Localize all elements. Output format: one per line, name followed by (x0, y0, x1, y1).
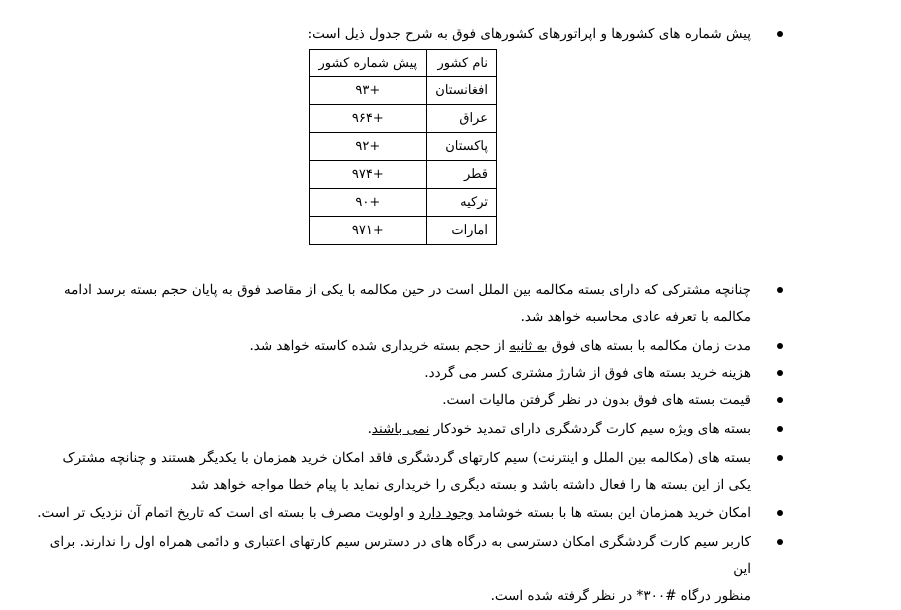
country-cell: پاکستان (426, 133, 496, 161)
bullet-dot (777, 287, 783, 293)
header-country: نام کشور (426, 50, 496, 77)
note-auto-renewal (31, 416, 751, 443)
table-row (310, 77, 497, 105)
country-code-table (309, 49, 497, 245)
note-tax-excluded: قیمت بسته های فوق بدون در نظر گرفتن مالیات است. (442, 392, 751, 408)
code-cell: +۹۳ (310, 77, 427, 105)
bullet-dot (777, 397, 783, 403)
note-text: از حجم بسته خریداری شده کاسته خواهد شد. (249, 338, 510, 354)
table-row (310, 189, 497, 217)
table-row (310, 161, 497, 189)
bullet-dot (777, 31, 783, 37)
country-cell: قطر (426, 161, 496, 189)
bullet-dot (777, 455, 783, 461)
note-line: کاربر سیم کارت گردشگری امکان دسترسی به درگاه های در دسترس سیم کارتهای اعتباری و دائمی همراه اول را ندارند. برای این (49, 534, 751, 577)
bullet-dot (777, 370, 783, 376)
note-text: . (367, 421, 372, 437)
note-line: یکی از این بسته ها را فعال داشته باشد و بسته دیگری را خریداری نماید با پیام خطا مواجه خواهد شد (190, 477, 751, 493)
note-gateway-access (31, 529, 751, 610)
bullet-dot (777, 539, 783, 545)
header-code: پیش شماره کشور (310, 50, 427, 77)
code-cell: +۹۰ (310, 189, 427, 217)
code-cell: +۹۶۴ (310, 105, 427, 133)
note-text: بسته های ویژه سیم کارت گردشگری دارای تمدید خودکار (429, 421, 751, 437)
table-row (310, 133, 497, 161)
note-per-second (31, 333, 751, 360)
note-charge-deduction: هزینه خرید بسته های فوق از شارژ مشتری کسر می گردد. (424, 365, 751, 381)
bullet-dot (777, 343, 783, 349)
note-overflow-billing (31, 277, 751, 331)
intro-text: پیش شماره های کشورها و اپراتورهای کشورهای فوق به شرح جدول ذیل است: (307, 26, 751, 42)
country-cell: امارات (426, 217, 496, 245)
table-header-row (310, 50, 497, 77)
note-welcome-package (31, 500, 751, 527)
note-underlined: به ثانیه (509, 338, 548, 354)
country-cell: عراق (426, 105, 496, 133)
note-underlined: نمی باشند (371, 421, 430, 437)
note-line: منظور درگاه #۳۰۰* در نظر گرفته شده است. (490, 588, 751, 604)
note-simultaneous-purchase (31, 445, 751, 499)
note-line: چنانچه مشترکی که دارای بسته مکالمه بین الملل است در حین مکالمه با یکی از مقاصد فوق به پایان حجم بسته برسد ادامه (63, 282, 751, 298)
note-underlined: وجود دارد (419, 505, 474, 521)
country-cell: افغانستان (426, 77, 496, 105)
note-line: مکالمه با تعرفه عادی محاسبه خواهد شد. (520, 309, 751, 325)
code-cell: +۹۲ (310, 133, 427, 161)
country-cell: ترکیه (426, 189, 496, 217)
note-line: بسته های (مکالمه بین الملل و اینترنت) سیم کارتهای گردشگری فاقد امکان خرید همزمان با یکدیگر هستند و چنانچه مشترک (62, 450, 751, 466)
bullet-dot (777, 510, 783, 516)
code-cell: +۹۷۱ (310, 217, 427, 245)
table-row (310, 217, 497, 245)
bullet-dot (777, 426, 783, 432)
note-text: و اولویت مصرف با بسته ای است که تاریخ اتمام آن نزدیک تر است. (37, 505, 420, 521)
note-text: امکان خرید همزمان این بسته ها با بسته خوشامد (473, 505, 751, 521)
note-text: مدت زمان مکالمه با بسته های فوق (547, 338, 751, 354)
code-cell: +۹۷۴ (310, 161, 427, 189)
table-row (310, 105, 497, 133)
